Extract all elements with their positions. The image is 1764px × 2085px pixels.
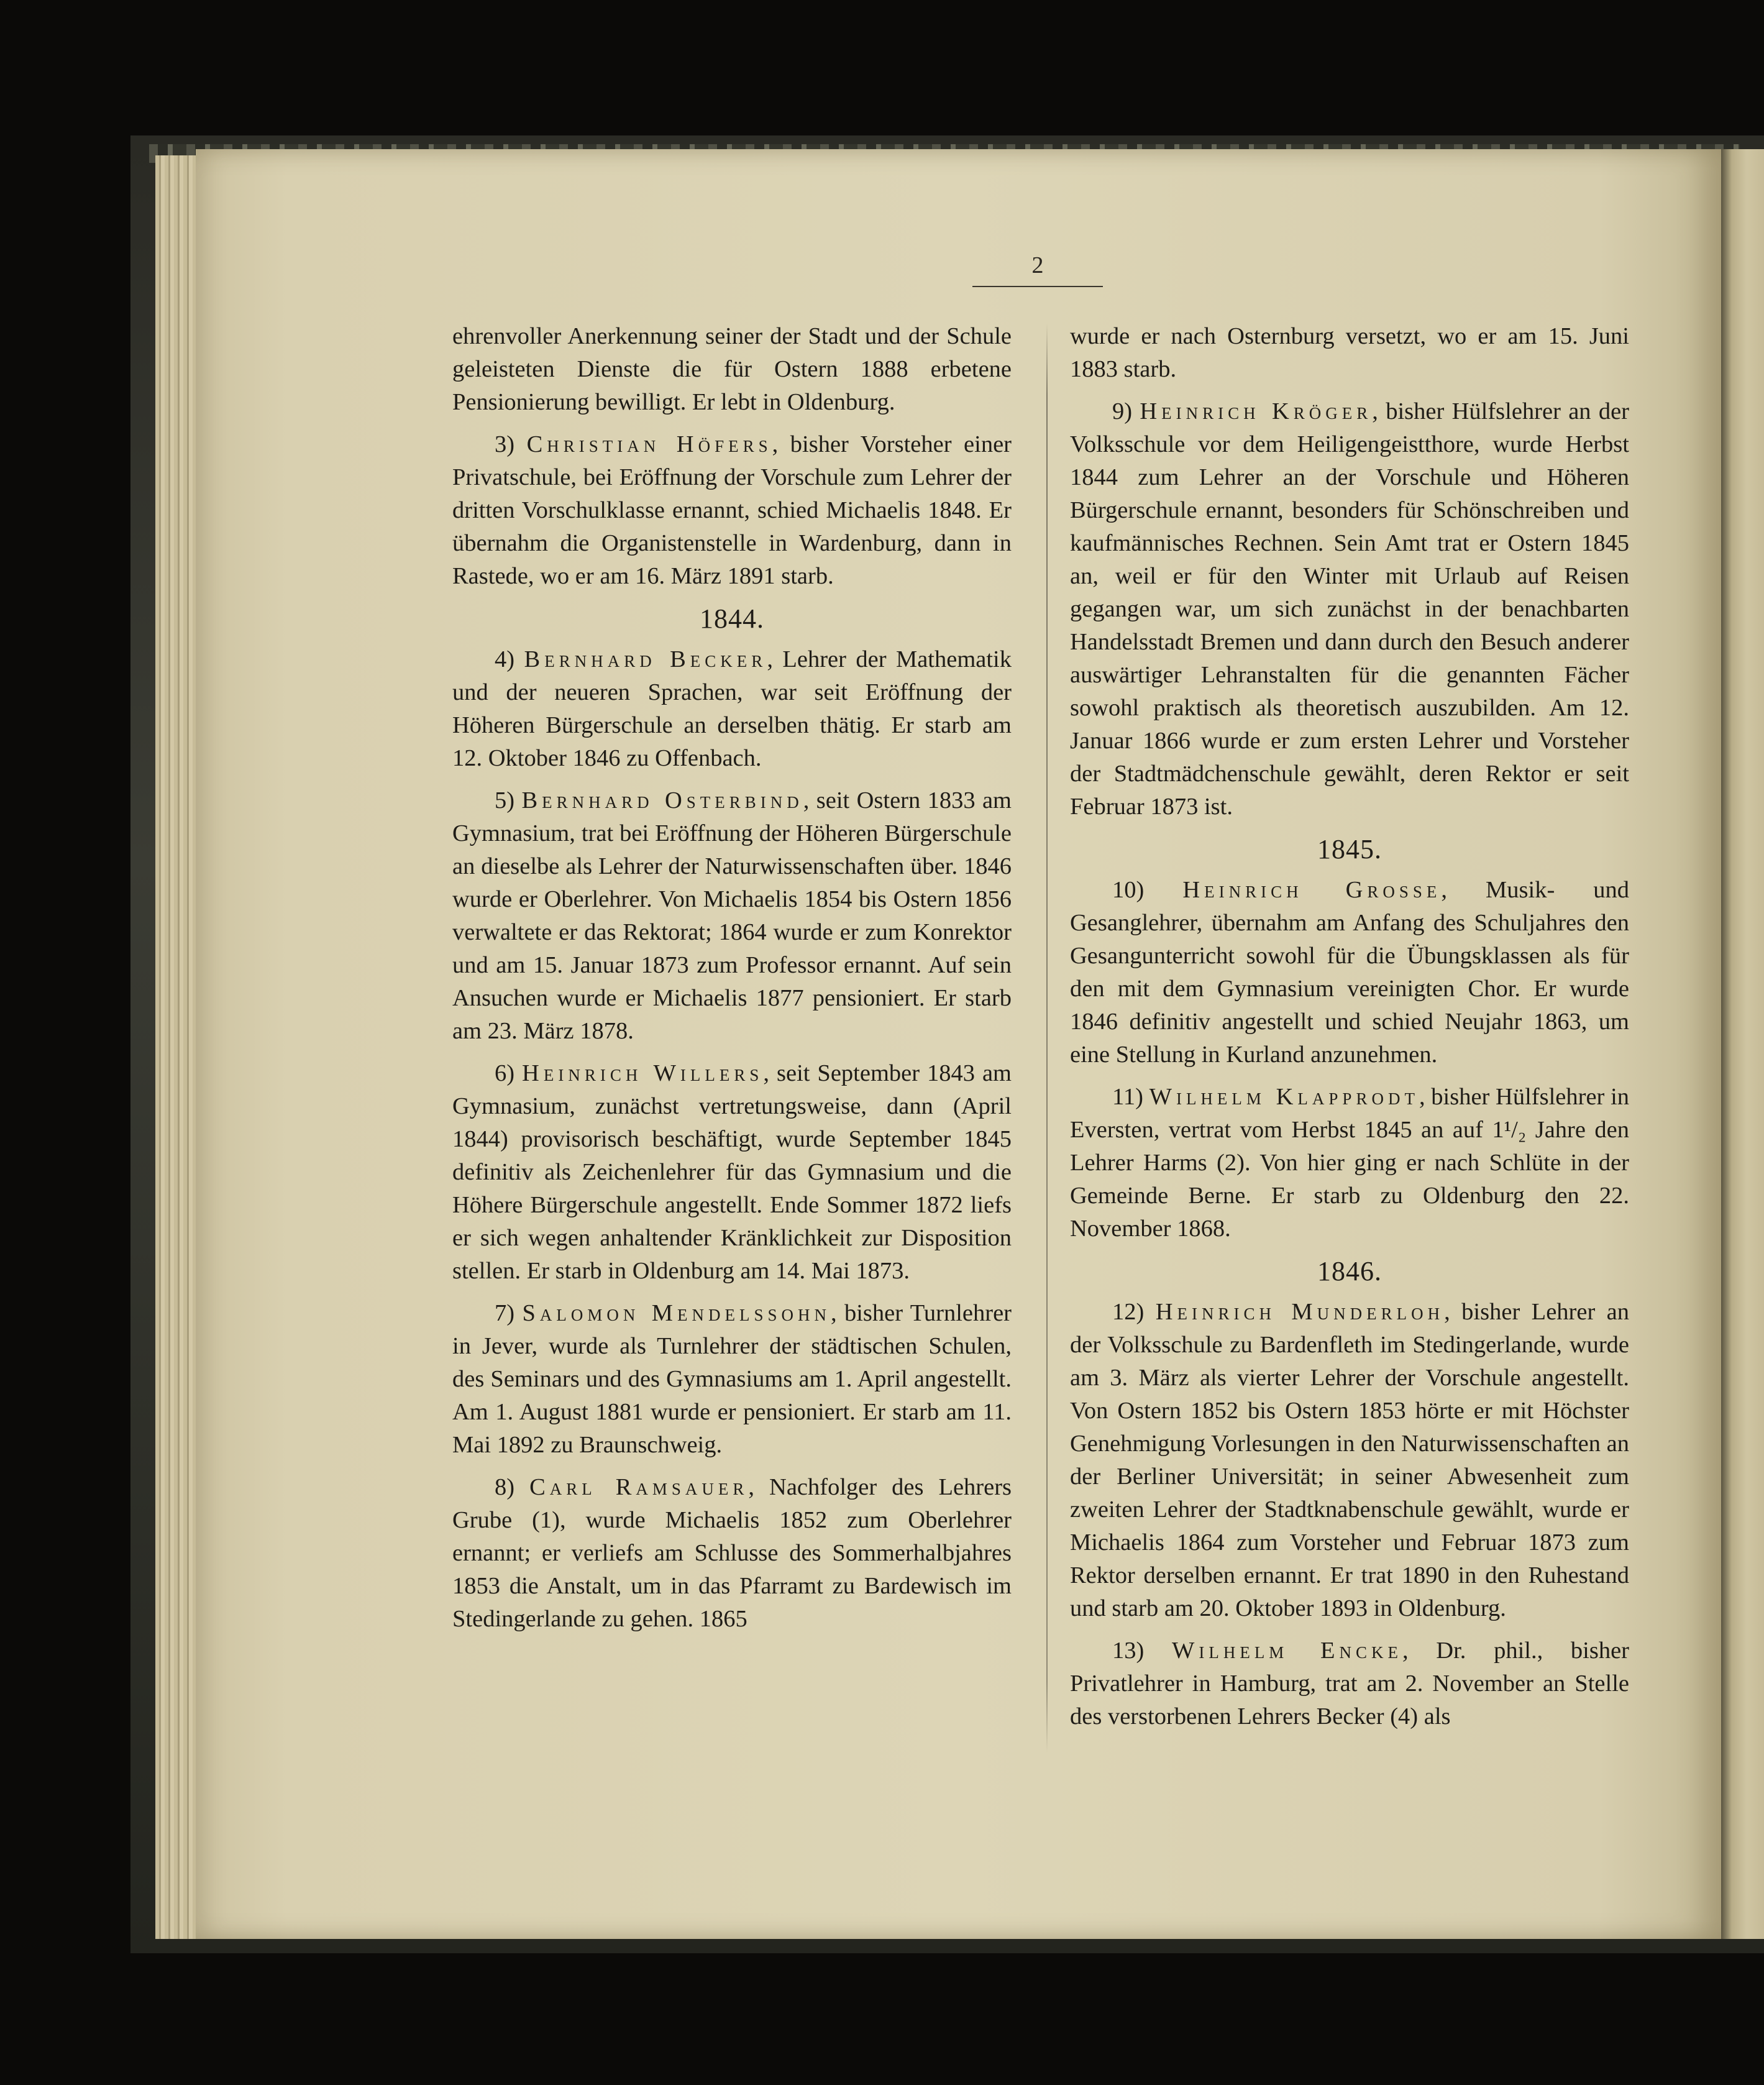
continued-paragraph: wurde er nach Osternburg versetzt, wo er am 15. Juni 1883 starb.: [1070, 323, 1629, 382]
entry-paragraph: [1070, 395, 1629, 823]
entry-paragraph: [452, 428, 1012, 593]
entry-number: 10): [1112, 877, 1145, 903]
continued-paragraph: ehrenvoller Anerkennung seiner der Stadt und der Schule geleisteten Dienste die für Ostern 1888 erbetene Pensionierung bewilligt. Er lebt in Oldenburg.: [452, 323, 1012, 415]
entry-paragraph: [1070, 1634, 1629, 1733]
person-name: Wilhelm Encke: [1172, 1638, 1402, 1664]
year-heading: 1846.: [1317, 1256, 1382, 1286]
person-name: Carl Ramsauer: [529, 1474, 749, 1500]
entry-number: 9): [1112, 398, 1133, 424]
person-name: Salomon Mendelssohn: [522, 1300, 831, 1326]
entry-text: , Lehrer der Mathematik und der neueren Sprachen, war seit Eröffnung der Höheren Bürgerschule an derselben thätig. Er starb am 12. Oktober 1846 zu Offenbach.: [452, 646, 1012, 771]
entry-number: 4): [495, 646, 515, 672]
person-name: Heinrich Munderloh: [1155, 1299, 1445, 1325]
page-number: 2: [1031, 252, 1044, 278]
entry-text: , bisher Lehrer an der Volksschule zu Bardenfleth im Stedingerlande, wurde am 3. März als vierter Lehrer der Vorschule angestellt. Von Ostern 1852 bis Ostern 1853 hörte er mit Höchster Genehmigung Vorlesungen in den Naturwissenschaften an der Berliner Universität; in seiner Abwesenheit zum zweiten Lehrer der Stadtknabenschule gewählt, wurde er Michaelis 1864 zum Vorsteher und Februar 1873 zum Rektor derselben ernannt. Er trat 1890 in den Ruhestand und starb am 20. Oktober 1893 in Oldenburg.: [1070, 1299, 1630, 1621]
entry-text: , seit September 1843 am Gymnasium, zunächst vertretungsweise, dann (April 1844) provisorisch beschäftigt, wurde September 1845 definitiv als Zeichenlehrer für das Gymnasium und die Höhere Bürgerschule angestellt. Ende Sommer 1872 liefs er sich wegen anhaltender Kränklichkeit zur Disposition stellen. Er starb in Oldenburg am 14. Mai 1873.: [452, 1060, 1012, 1284]
person-name: Heinrich Willers: [522, 1060, 764, 1086]
page-number-rule: [972, 286, 1103, 287]
entry-paragraph: [452, 784, 1012, 1048]
entry-text: , Nachfolger des Lehrers Grube (1), wurde Michaelis 1852 zum Oberlehrer ernannt; er verliefs am Schlusse des Sommerhalbjahres 1853 die Anstalt, um in das Pfarramt zu Bardewisch im Stedingerlande zu gehen. 1865: [452, 1474, 1012, 1632]
entry-paragraph: [452, 1297, 1012, 1462]
entry-text: , bisher Hülfslehrer an der Volksschule vor dem Heiligengeistthore, wurde Herbst 1844 zum Lehrer an der Vorschule und Höheren Bürgerschule ernannt, besonders für Schönschreiben und kaufmännisches Rechnen. Sein Amt trat er Ostern 1845 an, weil er für den Winter mit Urlaub auf Reisen gegangen war, um sich zunächst in der benachbarten Handelsstadt Bremen und dann durch den Besuch anderer auswärtiger Lehranstalten für die genannten Fächer sowohl praktisch als theoretisch auszubilden. Am 12. Januar 1866 wurde er zum ersten Lehrer und Vorsteher der Stadtmädchenschule gewählt, deren Rektor er seit Februar 1873 ist.: [1070, 398, 1629, 820]
person-name: Bernhard Becker: [524, 646, 767, 672]
entry-number: 12): [1112, 1299, 1145, 1325]
left-column: [452, 320, 1012, 1645]
entry-text: , bisher Hülfslehrer in Eversten, vertrat vom Herbst 1845 an auf 1¹/₂ Jahre den Lehrer Harms (2). Von hier ging er nach Schlüte in der Gemeinde Berne. Er starb zu Oldenburg den 22. November 1868.: [1070, 1084, 1630, 1242]
entry-number: 5): [495, 787, 515, 813]
entry-paragraph: [1070, 1081, 1629, 1245]
entry-text: , seit Ostern 1833 am Gymnasium, trat bei Eröffnung der Höheren Bürgerschule an dieselbe als Lehrer der Naturwissenschaften über. 1846 wurde er Oberlehrer. Von Michaelis 1854 bis Ostern 1856 verwaltete er das Rektorat; 1864 wurde er zum Konrektor und am 15. Januar 1873 zum Professor ernannt. Auf sein Ansuchen wurde er Michaelis 1877 pensioniert. Er starb am 23. März 1878.: [452, 787, 1012, 1044]
entry-number: 6): [495, 1060, 515, 1086]
right-column: [1070, 320, 1629, 1743]
entry-number: 7): [495, 1300, 515, 1326]
person-name: Wilhelm Klapprodt: [1149, 1084, 1419, 1110]
column-divider: [1046, 323, 1048, 1753]
person-name: Heinrich Grosse: [1182, 877, 1442, 903]
person-name: Heinrich Kröger: [1140, 398, 1373, 424]
entry-text: , Musik- und Gesanglehrer, übernahm am Anfang des Schuljahres den Gesangunterricht sowohl für die Übungsklassen als für den mit dem Gymnasium vereinigten Chor. Er wurde 1846 definitiv angestellt und schied Neujahr 1863, um eine Stellung in Kurland anzunehmen.: [1070, 877, 1629, 1068]
person-name: Bernhard Osterbind: [521, 787, 803, 813]
entry-number: 13): [1112, 1638, 1145, 1664]
person-name: Christian Höfers: [526, 431, 772, 457]
entry-text: , bisher Turnlehrer in Jever, wurde als Turnlehrer der städtischen Schulen, des Seminars und des Gymnasiums am 1. April angestellt. Am 1. August 1881 wurde er pensioniert. Er starb am 11. Mai 1892 zu Braunschweig.: [452, 1300, 1012, 1458]
year-heading: 1845.: [1317, 834, 1382, 864]
entry-number: 11): [1112, 1084, 1143, 1110]
entry-paragraph: [452, 1057, 1012, 1288]
facing-page-edge: [1721, 149, 1764, 1939]
entry-paragraph: [452, 643, 1012, 775]
entry-paragraph: [1070, 874, 1629, 1071]
entry-text: , bisher Vorsteher einer Privatschule, bei Eröffnung der Vorschule zum Lehrer der dritten Vorschulklasse ernannt, schied Michaelis 1848. Er übernahm die Organistenstelle in Wardenburg, dann in Rastede, wo er am 16. März 1891 starb.: [452, 431, 1012, 589]
entry-paragraph: [452, 1471, 1012, 1636]
entry-number: 8): [495, 1474, 515, 1500]
entry-number: 3): [495, 431, 515, 457]
year-heading: 1844.: [700, 603, 764, 634]
entry-text: , Dr. phil., bisher Privatlehrer in Hamburg, trat am 2. November an Stelle des verstorbenen Lehrers Becker (4) als: [1070, 1638, 1629, 1730]
entry-paragraph: [1070, 1296, 1629, 1625]
